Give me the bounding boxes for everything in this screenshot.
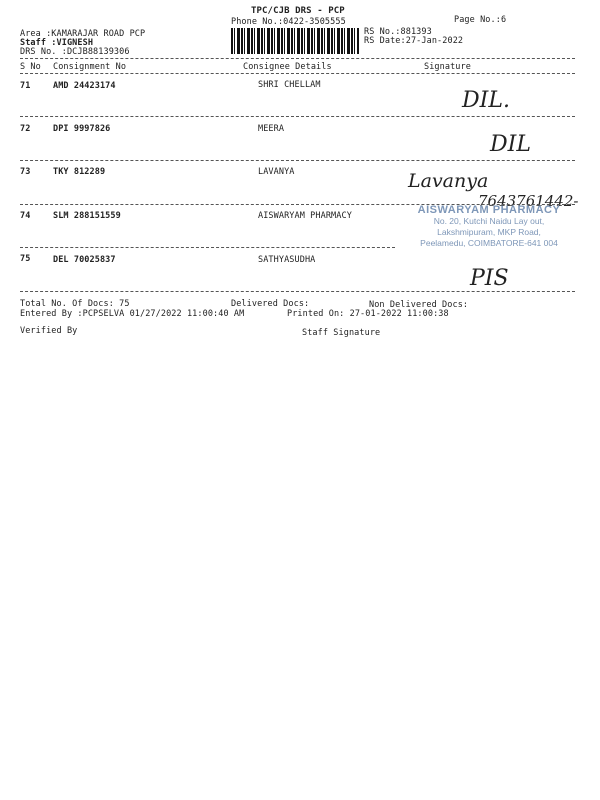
- entered-by: Entered By :PCPSELVA 01/27/2022 11:00:40 AM: [20, 309, 245, 319]
- row-consignment: DEL 70025837: [53, 255, 116, 265]
- row-consignee: MEERA: [258, 124, 285, 134]
- signature-handwritten: PIS: [470, 266, 509, 291]
- row-sno: 72: [20, 124, 31, 134]
- pharmacy-stamp: [398, 205, 580, 249]
- row-divider: [20, 291, 575, 292]
- row-consignment: TKY 812289: [53, 167, 106, 177]
- row-divider: [20, 160, 575, 161]
- row-sno: 74: [20, 211, 31, 221]
- column-header-consignee: Consignee Details: [243, 62, 332, 72]
- handwritten-phone-number: 7643761442-: [478, 192, 579, 210]
- row-consignment: AMD 24423174: [53, 81, 116, 91]
- stamp-address-line: No. 20, Kutchi Naidu Lay out,: [433, 216, 545, 226]
- row-divider: [20, 247, 395, 248]
- drs-number: DRS No. :DCJB88139306: [20, 47, 130, 57]
- row-consignment: DPI 9997826: [53, 124, 111, 134]
- row-consignment: SLM 288151559: [53, 211, 121, 221]
- row-consignee: LAVANYA: [258, 167, 295, 177]
- signature-handwritten: Lavanya: [408, 170, 489, 192]
- barcode-image: [231, 28, 359, 54]
- signature-handwritten: DIL: [490, 132, 531, 157]
- rs-date: RS Date:27-Jan-2022: [364, 36, 464, 46]
- row-sno: 71: [20, 81, 31, 91]
- document-title: TPC/CJB DRS - PCP: [251, 6, 345, 16]
- row-consignee: SATHYASUDHA: [258, 255, 316, 265]
- rs-number: RS No.:881393: [364, 27, 432, 37]
- verified-by-label: Verified By: [20, 326, 78, 336]
- row-sno: 75: [20, 254, 31, 264]
- row-consignee: AISWARYAM PHARMACY: [258, 211, 352, 221]
- stamp-address-line: Lakshmipuram, MKP Road,: [437, 227, 541, 237]
- column-header-signature: Signature: [424, 62, 471, 72]
- column-header-divider: [20, 73, 575, 74]
- header-divider: [20, 58, 575, 59]
- staff-signature-label: Staff Signature: [302, 328, 381, 338]
- delivered-docs: Delivered Docs:: [231, 299, 310, 309]
- area-label: Area :KAMARAJAR ROAD PCP: [20, 29, 146, 39]
- stamp-title: AISWARYAM PHARMACY: [417, 204, 561, 216]
- column-header-sno: S No: [20, 62, 41, 72]
- staff-label: Staff :VIGNESH: [20, 38, 94, 48]
- phone-number: Phone No.:0422-3505555: [231, 17, 346, 27]
- row-divider: [20, 116, 575, 117]
- stamp-address-line: Peelamedu, COIMBATORE-641 004: [420, 238, 558, 248]
- row-sno: 73: [20, 167, 31, 177]
- page-number: Page No.:6: [454, 15, 507, 25]
- signature-handwritten: DIL.: [462, 88, 510, 113]
- non-delivered-docs: Non Delivered Docs:: [369, 300, 469, 310]
- column-header-consignment: Consignment No: [53, 62, 127, 72]
- row-consignee: SHRI CHELLAM: [258, 80, 321, 90]
- total-docs: Total No. Of Docs: 75: [20, 299, 130, 309]
- printed-on: Printed On: 27-01-2022 11:00:38: [287, 309, 449, 319]
